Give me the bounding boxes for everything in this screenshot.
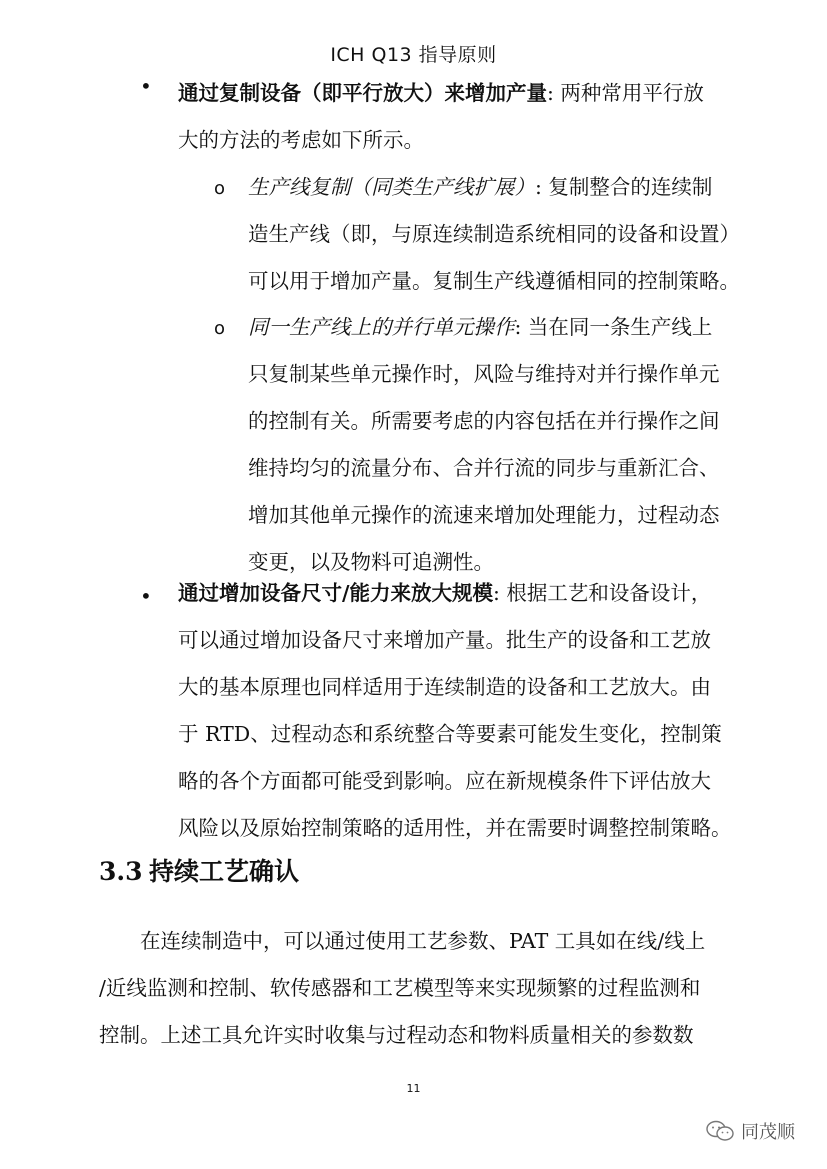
sub-bullet-marker: o bbox=[214, 178, 226, 199]
bullet-marker: • bbox=[140, 74, 152, 98]
body-paragraph: 在连续制造中，可以通过使用工艺参数、PAT 工具如在线/线上 /近线监测和控制、软传感器和工艺模型等来实现频繁的过程监测和 控制。上述工具允许实时收集与过程动态和物料质量相关的参数数 bbox=[99, 929, 706, 1047]
bullet-marker: • bbox=[140, 584, 152, 608]
sub-term: 生产线复制（同类生产线扩展） bbox=[248, 175, 535, 199]
sub-item-line-replication: 生产线复制（同类生产线扩展）: 复制整合的连续制 造生产线（即，与原连续制造系统相同的设备和设置） 可以用于增加产量。复制生产线遵循相同的控制策略。 bbox=[248, 175, 740, 293]
section-number: 3.3 bbox=[99, 857, 143, 886]
bullet-term: 通过复制设备（即平行放大）来增加产量 bbox=[178, 81, 547, 105]
watermark bbox=[705, 1118, 795, 1144]
watermark-text: 同茂顺 bbox=[741, 1122, 795, 1143]
sub-bullet-marker: o bbox=[214, 318, 226, 339]
bullet-term: 通过增加设备尺寸/能力来放大规模 bbox=[178, 581, 493, 605]
wechat-icon bbox=[705, 1120, 735, 1142]
page-number: 11 bbox=[406, 1082, 421, 1095]
section-title: 持续工艺确认 bbox=[149, 857, 300, 886]
bullet-item-equipment-scale-up: 通过增加设备尺寸/能力来放大规模: 根据工艺和设备设计， 可以通过增加设备尺寸来增加产量。批生产的设备和工艺放 大的基本原理也同样适用于连续制造的设备和工艺放大。由 于 RTD、过程动态和系统整合等要素可能发生变化，控制策 略的各个方面都可能受到影响。应在新规模条件下评估放大 风险以及原始控制策略的适用性，并在需要时调整控制策略。 bbox=[178, 581, 732, 840]
sub-item-parallel-unit-ops: 同一生产线上的并行单元操作: 当在同一条生产线上 只复制某些单元操作时，风险与维持对并行操作单元 的控制有关。所需要考虑的内容包括在并行操作之间 维持均匀的流量分布、合并行流的同步与重新汇合、 增加其他单元操作的流速来增加处理能力，过程动态 变更，以及物料可追溯性。 bbox=[248, 315, 720, 574]
sub-term: 同一生产线上的并行单元操作 bbox=[248, 315, 515, 339]
section-heading bbox=[99, 852, 299, 888]
page-header: ICH Q13 指导原则 bbox=[330, 44, 497, 66]
bullet-item-parallel-scale-up: 通过复制设备（即平行放大）来增加产量: 两种常用平行放 大的方法的考虑如下所示。 bbox=[178, 81, 704, 152]
